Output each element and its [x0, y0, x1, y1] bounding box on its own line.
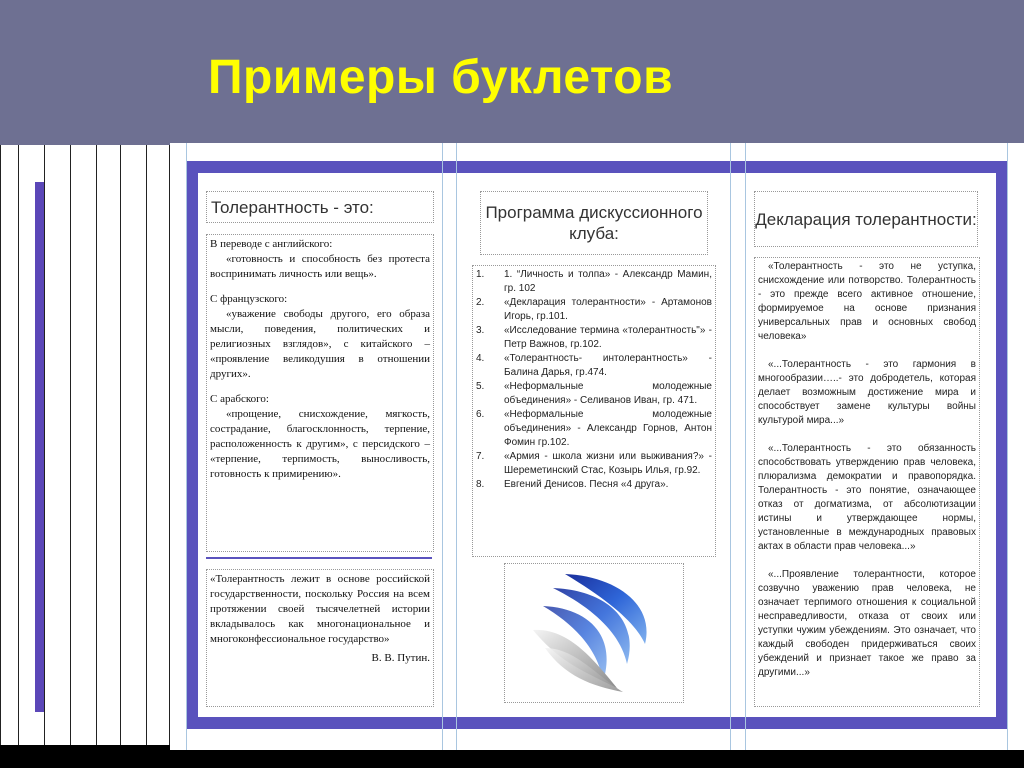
fold-guide — [456, 143, 457, 750]
program-list — [476, 268, 712, 492]
program-item: 1. 1. “Личность и толпа» - Александр Мамин, гр. 102 — [476, 269, 712, 294]
program-item: 7. «Армия - школа жизни или выживания?» - Шереметинский Стас, Козырь Илья, гр.92. — [476, 451, 712, 476]
swirl-logo-icon — [505, 564, 683, 702]
definition-text: «готовность и способность без протеста воспринимать личность или вещь». — [210, 253, 430, 280]
declaration-quote: «...Толерантность - это обязанность способствовать утверждению прав человека, плюрализма демократии и правопорядка. Толерантность - это понятие, означающее отказ от догматизма, от абсолютизации истины и утверждающее нормы, установленные в международных правовых актах в области прав человека...» — [758, 443, 976, 552]
program-item: 4. «Толерантность- интолерантность» - Балина Дарья, гр.474. — [476, 353, 712, 378]
program-item: 8. Евгений Денисов. Песня «4 друга». — [476, 479, 669, 490]
fold-guide — [442, 143, 443, 750]
fold-guide — [730, 143, 731, 750]
declaration-quote: «...Проявление толерантности, которое созвучно уважению прав человека, не означает терпимого отношения к социальной несправедливости, отказа от своих или уступки чужим убеждениям. Это означает, что каждый свободен придерживаться своих убеждений и признает такое же право за другими...» — [758, 569, 976, 678]
stack-accent-bar — [35, 182, 44, 712]
program-item: 5. «Неформальные молодежные объединения» - Селиванов Иван, гр. 471. — [476, 381, 712, 406]
stacked-page — [146, 145, 170, 748]
right-heading: Декларация толерантности: — [754, 191, 978, 247]
definition-english — [210, 237, 430, 282]
slide-title: Примеры буклетов — [208, 51, 674, 104]
definition-arabic — [210, 392, 430, 482]
program-item: 6. «Неформальные молодежные объединения» - Александр Горнов, Антон Фомин гр.102. — [476, 409, 712, 448]
fold-guide — [186, 143, 187, 750]
declaration-quote: «...Толерантность - это гармония в многообразии…..- это добродетель, которая делает возможным достижение мира и способствует замене культуры войны культурой мира...» — [758, 359, 976, 426]
declaration-box — [754, 257, 980, 707]
definitions-box — [206, 234, 434, 552]
program-item: 2. «Декларация толерантности» - Артамонов Игорь, гр.101. — [476, 297, 712, 322]
definition-lang: В переводе с английского: — [210, 238, 333, 250]
program-item: 3. «Исследование термина «толерантность"» - Петр Важнов, гр.102. — [476, 325, 712, 350]
brochure-page — [170, 143, 1024, 750]
putin-quote: «Толерантность лежит в основе российской государственности, поскольку Россия на всем протяжении своей тысячелетней истории вкладывалось как многонациональное и многоконфессиональное государство» — [210, 573, 430, 645]
definition-french — [210, 292, 430, 382]
definition-lang: С арабского: — [210, 393, 269, 405]
program-box — [472, 265, 716, 557]
middle-heading: Программа дискуссионного клуба: — [480, 191, 708, 255]
putin-quote-box — [206, 569, 434, 707]
fold-guide — [745, 143, 746, 750]
definition-lang: С французского: — [210, 293, 288, 305]
declaration-quote: «Толерантность - это не уступка, снисхождение или потворство. Толерантность - это прежде всего активное отношение, формируемое на основе признания универсальных прав и основных свобод человека» — [758, 261, 976, 342]
left-heading: Толерантность - это: — [206, 191, 434, 223]
definition-text: «прощение, снисхождение, мягкость, сострадание, благосклонность, терпение, расположенность к другим», с персидского – «терпение, терпимость, выносливость, готовность к примирению». — [210, 408, 430, 480]
definition-text: «уважение свободы другого, его образа мысли, поведения, политических и религиозных взглядов», с китайского – «проявление великодушия в отношении других». — [210, 308, 430, 380]
quote-author: В. В. Путин. — [371, 652, 430, 664]
left-divider — [206, 557, 432, 559]
fold-guide — [1007, 143, 1008, 750]
logo-box — [504, 563, 684, 703]
